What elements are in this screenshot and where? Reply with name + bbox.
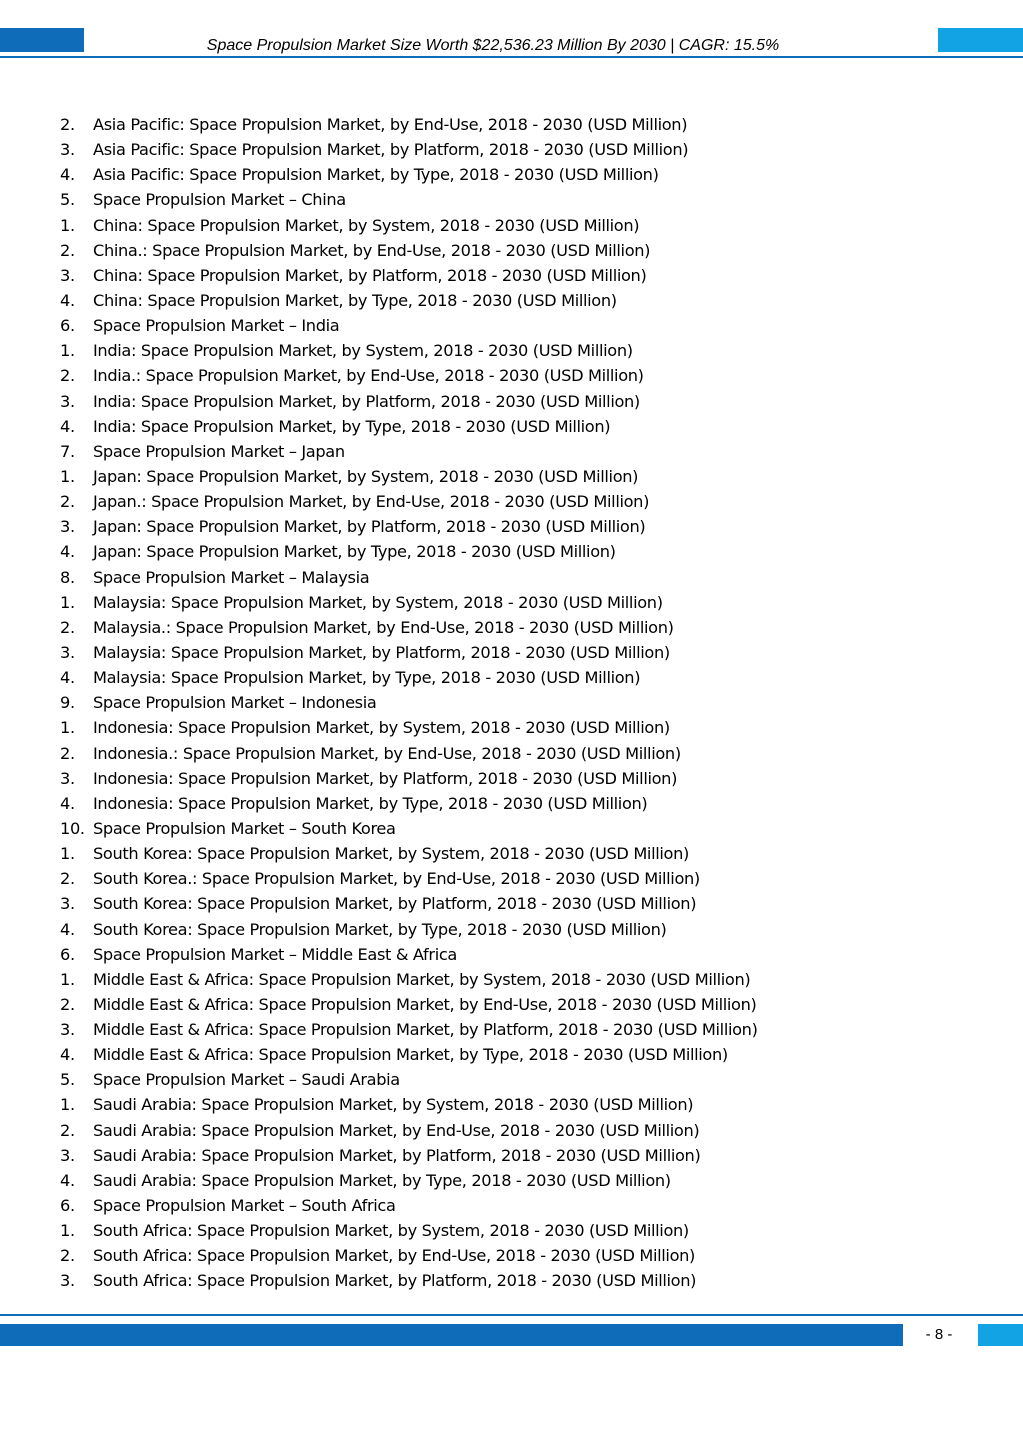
toc-item-number: 3. <box>60 1145 75 1165</box>
toc-item-number: 3. <box>60 768 75 788</box>
toc-item <box>60 891 758 916</box>
toc-item <box>60 187 758 212</box>
toc-item-number: 5. <box>60 190 75 210</box>
toc-item-text: Saudi Arabia: Space Propulsion Market, by Platform, 2018 - 2030 (USD Million) <box>93 1145 701 1165</box>
toc-item <box>60 640 758 665</box>
toc-item <box>60 1092 758 1117</box>
toc-item <box>60 112 758 137</box>
toc-item-number: 3. <box>60 642 75 662</box>
toc-item-text: South Korea: Space Propulsion Market, by Platform, 2018 - 2030 (USD Million) <box>93 894 697 914</box>
toc-item <box>60 1268 758 1293</box>
toc-item-number: 4. <box>60 165 75 185</box>
toc-item-text: Indonesia: Space Propulsion Market, by System, 2018 - 2030 (USD Million) <box>93 718 670 738</box>
page-header-title: Space Propulsion Market Size Worth $22,536.23 Million By 2030 | CAGR: 15.5% <box>206 37 780 54</box>
toc-item-number: 10. <box>60 818 85 838</box>
toc-item-number: 4. <box>60 919 75 939</box>
toc-item-text: China: Space Propulsion Market, by Platform, 2018 - 2030 (USD Million) <box>93 265 647 285</box>
toc-item-number: 2. <box>60 617 75 637</box>
toc-item-text: Saudi Arabia: Space Propulsion Market, by Type, 2018 - 2030 (USD Million) <box>93 1170 671 1190</box>
toc-item-number: 1. <box>60 844 75 864</box>
toc-item-text: Saudi Arabia: Space Propulsion Market, by End-Use, 2018 - 2030 (USD Million) <box>93 1120 700 1140</box>
toc-item-number: 1. <box>60 969 75 989</box>
toc-item-text: South Africa: Space Propulsion Market, by System, 2018 - 2030 (USD Million) <box>93 1221 689 1241</box>
toc-item-text: Space Propulsion Market – India <box>93 316 340 336</box>
toc-item-number: 8. <box>60 567 75 587</box>
toc-item <box>60 816 758 841</box>
toc-item <box>60 1193 758 1218</box>
toc-item-number: 7. <box>60 441 75 461</box>
header-rule <box>0 56 1023 58</box>
toc-item-text: South Africa: Space Propulsion Market, by Platform, 2018 - 2030 (USD Million) <box>93 1271 697 1291</box>
toc-item <box>60 313 758 338</box>
toc-item-text: Space Propulsion Market – Malaysia <box>93 567 370 587</box>
toc-item-text: Japan: Space Propulsion Market, by System, 2018 - 2030 (USD Million) <box>93 466 639 486</box>
toc-item <box>60 565 758 590</box>
toc-item-number: 4. <box>60 793 75 813</box>
toc-item <box>60 791 758 816</box>
toc-item-number: 3. <box>60 140 75 160</box>
toc-item-number: 4. <box>60 416 75 436</box>
toc-item <box>60 489 758 514</box>
toc-item <box>60 967 758 992</box>
toc-item-number: 1. <box>60 215 75 235</box>
toc-item <box>60 690 758 715</box>
toc-item-text: India: Space Propulsion Market, by System, 2018 - 2030 (USD Million) <box>93 341 633 361</box>
toc-item-text: India.: Space Propulsion Market, by End-Use, 2018 - 2030 (USD Million) <box>93 366 644 386</box>
toc-item-number: 5. <box>60 1070 75 1090</box>
toc-item-text: India: Space Propulsion Market, by Type, 2018 - 2030 (USD Million) <box>93 416 611 436</box>
toc-item-number: 2. <box>60 869 75 889</box>
toc-item-text: Space Propulsion Market – Japan <box>93 441 345 461</box>
toc-item <box>60 263 758 288</box>
toc-item-number: 2. <box>60 366 75 386</box>
toc-item <box>60 942 758 967</box>
toc-item <box>60 1143 758 1168</box>
toc-item-number: 2. <box>60 492 75 512</box>
toc-item-text: Indonesia: Space Propulsion Market, by Type, 2018 - 2030 (USD Million) <box>93 793 648 813</box>
toc-item <box>60 841 758 866</box>
toc-item-number: 6. <box>60 944 75 964</box>
toc-item-number: 1. <box>60 466 75 486</box>
toc-item-text: South Korea: Space Propulsion Market, by Type, 2018 - 2030 (USD Million) <box>93 919 667 939</box>
toc-item <box>60 539 758 564</box>
toc-item <box>60 288 758 313</box>
toc-item <box>60 866 758 891</box>
toc-item-number: 4. <box>60 1170 75 1190</box>
toc-item-text: South Africa: Space Propulsion Market, by End-Use, 2018 - 2030 (USD Million) <box>93 1246 696 1266</box>
toc-item-text: Middle East & Africa: Space Propulsion Market, by System, 2018 - 2030 (USD Million) <box>93 969 751 989</box>
toc-item-number: 3. <box>60 894 75 914</box>
toc-item-number: 1. <box>60 718 75 738</box>
toc-item <box>60 238 758 263</box>
toc-item <box>60 464 758 489</box>
toc-item-number: 3. <box>60 391 75 411</box>
toc-item-text: China: Space Propulsion Market, by System, 2018 - 2030 (USD Million) <box>93 215 640 235</box>
toc-item-text: Asia Pacific: Space Propulsion Market, by Type, 2018 - 2030 (USD Million) <box>93 165 659 185</box>
toc-item <box>60 665 758 690</box>
toc-item <box>60 137 758 162</box>
toc-item-text: India: Space Propulsion Market, by Platform, 2018 - 2030 (USD Million) <box>93 391 640 411</box>
toc-item-text: Malaysia.: Space Propulsion Market, by End-Use, 2018 - 2030 (USD Million) <box>93 617 674 637</box>
toc-item <box>60 389 758 414</box>
toc-item-text: Space Propulsion Market – South Korea <box>93 818 396 838</box>
toc-item-number: 4. <box>60 542 75 562</box>
toc-item <box>60 1243 758 1268</box>
toc-item-text: Japan.: Space Propulsion Market, by End-Use, 2018 - 2030 (USD Million) <box>93 492 650 512</box>
toc-item <box>60 338 758 363</box>
toc-item-number: 4. <box>60 668 75 688</box>
toc-item <box>60 741 758 766</box>
toc-item-text: Space Propulsion Market – Saudi Arabia <box>93 1070 400 1090</box>
toc-item-number: 2. <box>60 1246 75 1266</box>
toc-item-text: Japan: Space Propulsion Market, by Type, 2018 - 2030 (USD Million) <box>93 542 616 562</box>
toc-item-text: Asia Pacific: Space Propulsion Market, by Platform, 2018 - 2030 (USD Million) <box>93 140 689 160</box>
toc-item-text: South Korea: Space Propulsion Market, by System, 2018 - 2030 (USD Million) <box>93 844 689 864</box>
footer-bar <box>0 1324 903 1346</box>
toc-item-number: 1. <box>60 1221 75 1241</box>
toc-item-number: 1. <box>60 1095 75 1115</box>
toc-item-number: 2. <box>60 994 75 1014</box>
toc-item-text: Space Propulsion Market – Middle East & Africa <box>93 944 457 964</box>
toc-item-number: 2. <box>60 743 75 763</box>
toc-item-text: Malaysia: Space Propulsion Market, by Type, 2018 - 2030 (USD Million) <box>93 668 641 688</box>
toc-item <box>60 590 758 615</box>
toc-item <box>60 1017 758 1042</box>
toc-item <box>60 1168 758 1193</box>
toc-item-text: Japan: Space Propulsion Market, by Platform, 2018 - 2030 (USD Million) <box>93 517 646 537</box>
toc-item-number: 1. <box>60 341 75 361</box>
page-number: - 8 - <box>925 1326 953 1343</box>
toc-item <box>60 715 758 740</box>
toc-item-text: China.: Space Propulsion Market, by End-Use, 2018 - 2030 (USD Million) <box>93 240 651 260</box>
toc-item-text: Saudi Arabia: Space Propulsion Market, by System, 2018 - 2030 (USD Million) <box>93 1095 694 1115</box>
toc-item-number: 4. <box>60 290 75 310</box>
toc-item-number: 3. <box>60 265 75 285</box>
toc-item-number: 2. <box>60 1120 75 1140</box>
toc-item <box>60 213 758 238</box>
toc-item <box>60 1042 758 1067</box>
toc-item-text: Middle East & Africa: Space Propulsion Market, by End-Use, 2018 - 2030 (USD Million) <box>93 994 757 1014</box>
toc-item-text: Space Propulsion Market – Indonesia <box>93 693 377 713</box>
toc-item-number: 2. <box>60 240 75 260</box>
toc-item-text: Indonesia.: Space Propulsion Market, by End-Use, 2018 - 2030 (USD Million) <box>93 743 681 763</box>
footer-accent-right <box>978 1324 1023 1346</box>
table-of-contents-list <box>60 112 758 1294</box>
toc-item-text: Middle East & Africa: Space Propulsion Market, by Platform, 2018 - 2030 (USD Million) <box>93 1020 758 1040</box>
toc-item-number: 6. <box>60 316 75 336</box>
toc-item <box>60 414 758 439</box>
toc-item-text: South Korea.: Space Propulsion Market, by End-Use, 2018 - 2030 (USD Million) <box>93 869 700 889</box>
toc-item <box>60 917 758 942</box>
toc-item <box>60 1118 758 1143</box>
toc-item <box>60 615 758 640</box>
toc-item-number: 3. <box>60 1020 75 1040</box>
toc-item-number: 1. <box>60 592 75 612</box>
toc-item-number: 6. <box>60 1196 75 1216</box>
toc-item-text: China: Space Propulsion Market, by Type, 2018 - 2030 (USD Million) <box>93 290 617 310</box>
toc-item <box>60 514 758 539</box>
toc-item-number: 9. <box>60 693 75 713</box>
footer-rule <box>0 1314 1023 1316</box>
toc-item-text: Malaysia: Space Propulsion Market, by System, 2018 - 2030 (USD Million) <box>93 592 663 612</box>
toc-item-text: Malaysia: Space Propulsion Market, by Platform, 2018 - 2030 (USD Million) <box>93 642 670 662</box>
toc-item-text: Middle East & Africa: Space Propulsion Market, by Type, 2018 - 2030 (USD Million) <box>93 1045 728 1065</box>
toc-item-text: Space Propulsion Market – China <box>93 190 346 210</box>
toc-item-number: 3. <box>60 1271 75 1291</box>
toc-item <box>60 1067 758 1092</box>
toc-item <box>60 162 758 187</box>
toc-item <box>60 766 758 791</box>
toc-item-text: Asia Pacific: Space Propulsion Market, by End-Use, 2018 - 2030 (USD Million) <box>93 115 688 134</box>
toc-item-number: 3. <box>60 517 75 537</box>
toc-item <box>60 992 758 1017</box>
toc-item <box>60 1218 758 1243</box>
toc-item-text: Space Propulsion Market – South Africa <box>93 1196 396 1216</box>
toc-item-number: 2. <box>60 115 75 134</box>
toc-item <box>60 363 758 388</box>
toc-item <box>60 439 758 464</box>
toc-item-number: 4. <box>60 1045 75 1065</box>
toc-item-text: Indonesia: Space Propulsion Market, by Platform, 2018 - 2030 (USD Million) <box>93 768 678 788</box>
